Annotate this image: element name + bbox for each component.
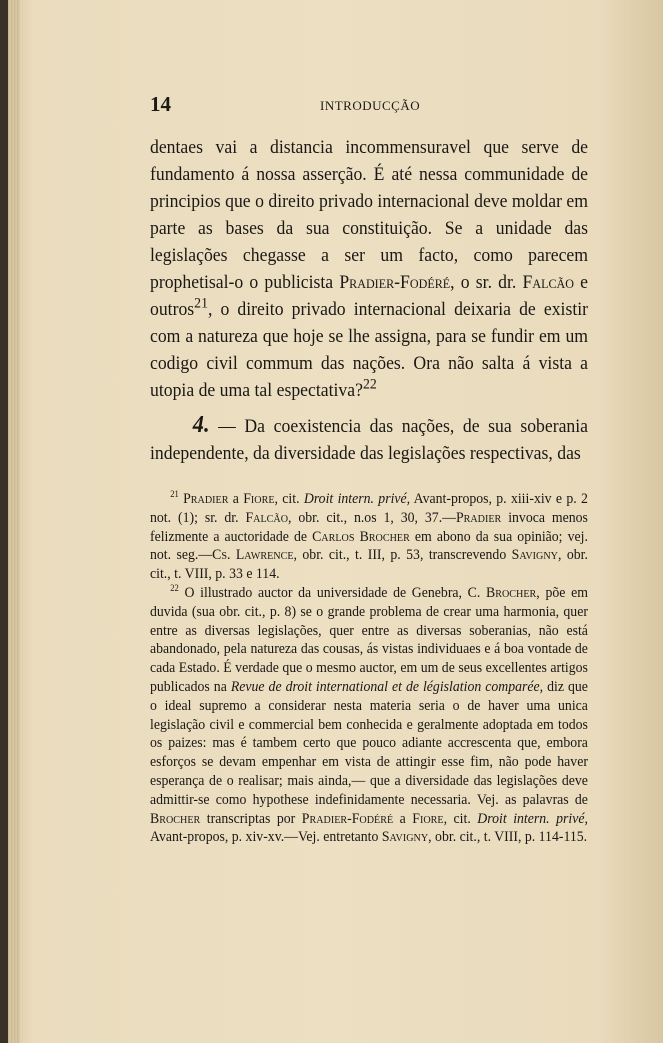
footnote-22: $^{22}$ O illustrado auctor da universidade de Genebra, C. Brocher, põe em duvida (sua obr. cit., p. 8) se o grande problema de crear uma harmonia, quer entre as diversas legislações, quer entre as diversas soberanias, não está abandonado, pela natureza das cousas, ás vistas individuaes e á boa vontade de cada Estado. É verdade que o mesmo auctor, em um de seus excellentes artigos publicados na Revue de droit international et de législation comparée, diz que o ideal supremo a considerar nesta materia seria o de haver uma unica legislação civil e commercial bem conhecida e geralmente adoptada em todos os paizes: mas é tambem certo que pouco adiante accrescenta que, embora esforços se devam empenhar em vista de attingir esse fim, não pode haver esperança de o realisar; mais ainda,— que a diversidade das legislações deve admittir-se como hypothese indefinidamente necessaria. Vej. as palavras de Brocher transcriptas por Pradier-Fodéré a Fiore, cit. Droit intern. privé, Avant-propos, p. xiv-xv.—Vej. entretanto Savigny, obr. cit., t. VIII, p. 114-115.	[150, 583, 588, 846]
footnote-number: 22	[170, 583, 179, 594]
section-number: 4.	[192, 412, 210, 438]
main-paragraph	[150, 134, 588, 404]
paragraph-text: dentaes vai a distancia incommensuravel que serve de fundamento á nossa asserção. É até nessa communidade de principios que o direito privado internacional deve moldar em parte as bases da sua constituição. Se a unidade das legislações chegasse a ser um facto, como parecem prophetisal-o o publicista Pradier-Fodéré, o sr. dr. Falcão e outros$^{21}$, o direito privado internacional deixaria de existir com a natureza que hoje se lhe assigna, para se fundir em um codigo civil commum das nações. Ora não salta á vista a utopia de uma tal espectativa?$^{22}$	[150, 137, 589, 401]
author-name: Pradier-Fodéré	[339, 272, 451, 293]
section-paragraph	[150, 412, 588, 467]
section-text: — Da coexistencia das nações, de sua soberania independente, da diversidade das legislações respectivas, das	[150, 416, 589, 464]
book-page	[8, 0, 663, 1043]
footnote-ref[interactable]: 21	[194, 295, 208, 312]
footnote-number: 21	[170, 490, 179, 500]
footnote-ref[interactable]: 22	[362, 376, 377, 393]
footnotes	[150, 490, 588, 847]
footnote-21: $^{21}$ Pradier a Fiore, cit. Droit intern. privé, Avant-propos, p. xiii-xiv e p. 2 not. (1); sr. dr. Falcão, obr. cit., n.os 1, 30, 37.—Pradier invoca menos felizmente a auctoridade de Carlos Brocher em abono da sua opinião; vej. not. seg.—Cs. Lawrence, obr. cit., t. III, p. 53, transcrevendo Savigny, obr. cit., t. VIII, p. 33 e 114.	[150, 490, 588, 583]
author-name: Falcão	[522, 272, 574, 293]
page-edge	[8, 0, 20, 1043]
page-number: 14	[150, 92, 171, 116]
page-header	[150, 92, 588, 116]
running-head: INTRODUCÇÃO	[320, 98, 421, 113]
